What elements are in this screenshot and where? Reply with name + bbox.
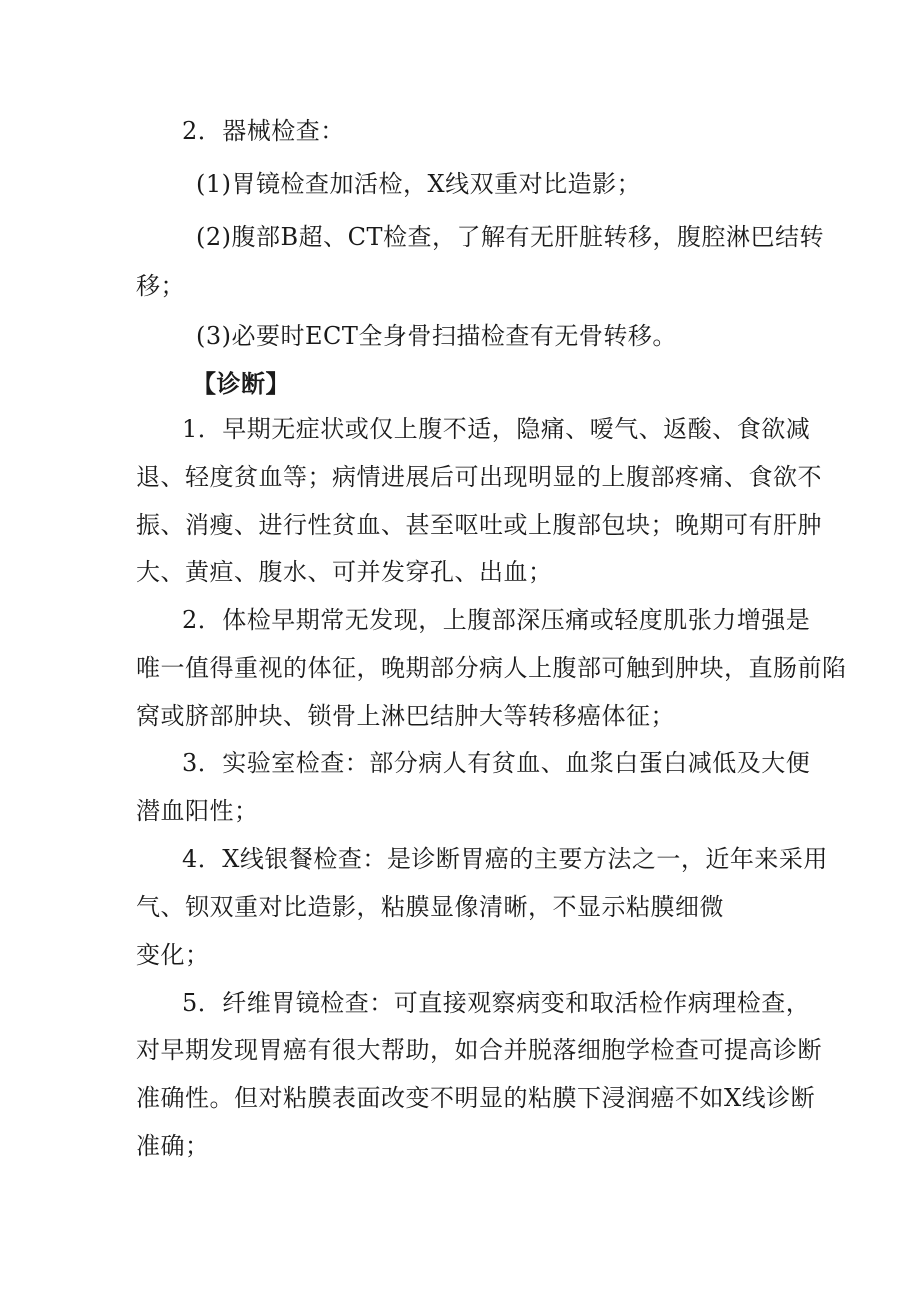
diagnosis-line: 窝或脐部肿块、锁骨上淋巴结肿大等转移癌体征；	[136, 702, 675, 730]
exam-item-2-cont: 移；	[136, 272, 185, 300]
diagnosis-line: 3．实验室检查：部分病人有贫血、血浆白蛋白减低及大便	[182, 749, 811, 777]
diagnosis-line: 退、轻度贫血等；病情进展后可出现明显的上腹部疼痛、食欲不	[136, 463, 822, 491]
diagnosis-line: 对早期发现胃癌有很大帮助，如合并脱落细胞学检查可提高诊断	[136, 1036, 822, 1064]
diagnosis-line: 5．纤维胃镜检查：可直接观察病变和取活检作病理检查，	[182, 989, 811, 1017]
diagnosis-line: 唯一值得重视的体征，晚期部分病人上腹部可触到肿块，直肠前陷	[136, 654, 847, 682]
exam-item-2: (2)腹部B超、CT检查，了解有无肝脏转移，腹腔淋巴结转	[196, 223, 825, 251]
diagnosis-line: 1．早期无症状或仅上腹不适，隐痛、嗳气、返酸、食欲减	[182, 415, 811, 443]
diagnosis-line: 变化；	[136, 941, 210, 969]
diagnosis-line: 2．体检早期常无发现，上腹部深压痛或轻度肌张力增强是	[182, 606, 811, 634]
diagnosis-line: 气、钡双重对比造影，粘膜显像清晰，不显示粘膜细微	[136, 893, 724, 921]
exam-item-3: (3)必要时ECT全身骨扫描检查有无骨转移。	[196, 322, 677, 350]
diagnosis-line: 准确；	[136, 1132, 210, 1160]
diagnosis-line: 4．X线银餐检查：是诊断胃癌的主要方法之一，近年来采用	[182, 845, 828, 873]
diagnosis-line: 大、黄疸、腹水、可并发穿孔、出血；	[136, 558, 553, 586]
diagnosis-line: 潜血阳性；	[136, 797, 259, 825]
exam-heading: 2．器械检查：	[182, 117, 345, 145]
diagnosis-heading: 【诊断】	[192, 370, 290, 398]
diagnosis-line: 振、消瘦、进行性贫血、甚至呕吐或上腹部包块；晚期可有肝肿	[136, 511, 822, 539]
exam-item-1: (1)胃镜检查加活检，X线双重对比造影；	[196, 170, 642, 198]
diagnosis-line: 准确性。但对粘膜表面改变不明显的粘膜下浸润癌不如X线诊断	[136, 1084, 816, 1112]
